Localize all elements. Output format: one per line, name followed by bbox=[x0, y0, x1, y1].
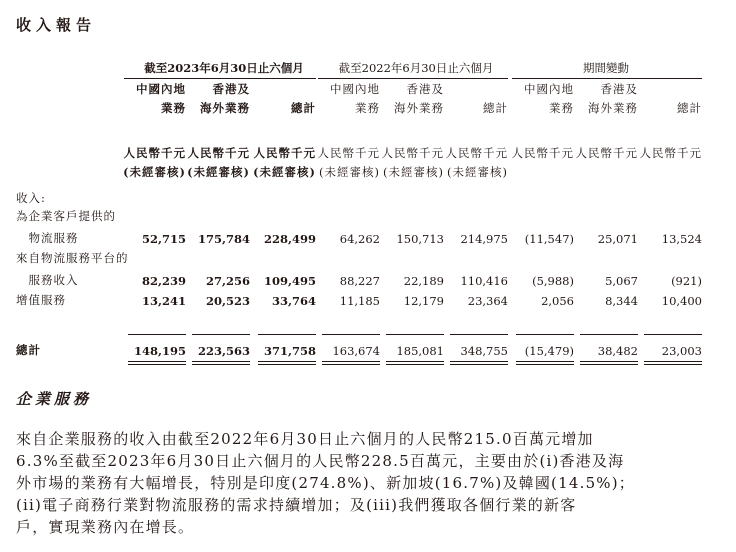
total-double-rule bbox=[386, 361, 444, 362]
page-title: 收入報告 bbox=[16, 16, 97, 34]
unit-note: (未經審核) bbox=[123, 165, 186, 179]
table-cell: 13,241 bbox=[141, 294, 186, 308]
total-double-rule bbox=[450, 361, 508, 362]
subtotal-rule bbox=[450, 334, 508, 335]
total-double-rule bbox=[516, 364, 574, 365]
table-cell: 23,364 bbox=[467, 294, 508, 308]
subtotal-rule bbox=[580, 334, 638, 335]
subtotal-rule bbox=[322, 334, 380, 335]
total-cell: 38,482 bbox=[597, 344, 638, 358]
column-header-line1: 香港及 bbox=[406, 82, 444, 96]
total-double-rule bbox=[258, 364, 316, 365]
unit-label: 人民幣千元 bbox=[123, 146, 186, 160]
table-cell: 175,784 bbox=[197, 232, 250, 246]
unit-note: (未經審核) bbox=[253, 165, 316, 179]
total-double-rule bbox=[258, 361, 316, 362]
paragraph-line: (ii)電子商務行業對物流服務的需求持續增加；及(iii)我們獲取各個行業的新客 bbox=[16, 496, 577, 514]
unit-label: 人民幣千元 bbox=[253, 146, 316, 160]
table-cell: 110,416 bbox=[460, 274, 508, 288]
section-title: 企業服務 bbox=[16, 390, 93, 408]
table-cell: 214,975 bbox=[460, 232, 508, 246]
table-cell: 52,715 bbox=[141, 232, 186, 246]
total-double-rule bbox=[580, 364, 638, 365]
unit-label: 人民幣千元 bbox=[317, 146, 380, 160]
row-label: 為企業客戶提供的 bbox=[16, 209, 116, 223]
table-cell: 27,256 bbox=[205, 274, 250, 288]
table-cell: 109,495 bbox=[263, 274, 316, 288]
unit-note: (未經審核) bbox=[447, 165, 508, 179]
paragraph-line: 外市場的業務有大幅增長，特別是印度(274.8%)、新加坡(16.7%)及韓國(14.5%)； bbox=[16, 474, 636, 492]
column-group-header: 期間變動 bbox=[583, 61, 629, 75]
unit-label: 人民幣千元 bbox=[575, 146, 638, 160]
total-double-rule bbox=[450, 364, 508, 365]
total-cell: 163,674 bbox=[332, 344, 380, 358]
total-cell: 223,563 bbox=[197, 344, 250, 358]
total-cell: 371,758 bbox=[263, 344, 316, 358]
unit-note: (未經審核) bbox=[319, 165, 380, 179]
column-header-line2: 海外業務 bbox=[588, 101, 638, 115]
total-cell: 348,755 bbox=[460, 344, 508, 358]
paragraph-line: 來自企業服務的收入由截至2022年6月30日止六個月的人民幣215.0百萬元增加 bbox=[16, 430, 594, 448]
subtotal-rule bbox=[128, 334, 186, 335]
table-cell: 33,764 bbox=[271, 294, 316, 308]
paragraph-line: 6.3%至截至2023年6月30日止六個月的人民幣228.5百萬元，主要由於(i)香港及海 bbox=[16, 452, 625, 470]
body-paragraph bbox=[16, 428, 720, 538]
column-header-line2: 總計 bbox=[677, 101, 702, 115]
total-cell: (15,479) bbox=[524, 344, 574, 358]
table-cell: 25,071 bbox=[597, 232, 638, 246]
subtotal-rule bbox=[192, 334, 250, 335]
subtotal-rule bbox=[644, 334, 702, 335]
table-cell: 11,185 bbox=[339, 294, 380, 308]
total-label: 總計 bbox=[16, 343, 41, 357]
row-label: 收入: bbox=[16, 191, 46, 205]
unit-label: 人民幣千元 bbox=[445, 146, 508, 160]
table-cell: 20,523 bbox=[205, 294, 250, 308]
total-double-rule bbox=[192, 364, 250, 365]
group-underline bbox=[512, 78, 702, 79]
table-cell: 150,713 bbox=[396, 232, 444, 246]
column-header-line1: 香港及 bbox=[212, 82, 250, 96]
subtotal-rule bbox=[258, 334, 316, 335]
table-cell: 64,262 bbox=[339, 232, 380, 246]
column-header-line2: 總計 bbox=[483, 101, 508, 115]
table-cell: 88,227 bbox=[339, 274, 380, 288]
table-cell: 228,499 bbox=[263, 232, 316, 246]
paragraph-line: 戶，實現業務內在增長。 bbox=[16, 518, 195, 536]
unit-label: 人民幣千元 bbox=[187, 146, 250, 160]
group-underline bbox=[318, 78, 508, 79]
table-cell: (11,547) bbox=[524, 232, 574, 246]
unit-note: (未經審核) bbox=[187, 165, 250, 179]
table-cell: 2,056 bbox=[541, 294, 574, 308]
total-double-rule bbox=[580, 361, 638, 362]
total-cell: 148,195 bbox=[133, 344, 186, 358]
total-double-rule bbox=[386, 364, 444, 365]
column-header-line2: 業務 bbox=[355, 101, 380, 115]
column-header-line1: 中國內地 bbox=[524, 82, 574, 96]
subtotal-rule bbox=[386, 334, 444, 335]
column-header-line1: 香港及 bbox=[600, 82, 638, 96]
column-header-line1: 中國內地 bbox=[136, 82, 186, 96]
total-double-rule bbox=[516, 361, 574, 362]
table-cell: (5,988) bbox=[532, 274, 574, 288]
unit-label: 人民幣千元 bbox=[639, 146, 702, 160]
total-cell: 23,003 bbox=[661, 344, 702, 358]
total-double-rule bbox=[644, 361, 702, 362]
column-header-line2: 海外業務 bbox=[394, 101, 444, 115]
total-double-rule bbox=[322, 361, 380, 362]
group-underline bbox=[124, 78, 316, 79]
table-cell: 82,239 bbox=[141, 274, 186, 288]
column-header-line2: 業務 bbox=[549, 101, 574, 115]
table-cell: 13,524 bbox=[661, 232, 702, 246]
column-header-line1: 中國內地 bbox=[330, 82, 380, 96]
table-cell: 10,400 bbox=[661, 294, 702, 308]
total-double-rule bbox=[128, 364, 186, 365]
column-header-line2: 業務 bbox=[161, 101, 186, 115]
row-label: 增值服務 bbox=[16, 293, 66, 307]
total-double-rule bbox=[128, 361, 186, 362]
total-double-rule bbox=[644, 364, 702, 365]
column-group-header: 截至2022年6月30日止六個月 bbox=[338, 61, 494, 75]
row-label: 來自物流服務平台的 bbox=[16, 251, 129, 265]
table-cell: 12,179 bbox=[403, 294, 444, 308]
table-cell: 22,189 bbox=[403, 274, 444, 288]
table-cell: (921) bbox=[671, 274, 702, 288]
subtotal-rule bbox=[516, 334, 574, 335]
column-header-line2: 總計 bbox=[291, 101, 316, 115]
total-cell: 185,081 bbox=[396, 344, 444, 358]
unit-label: 人民幣千元 bbox=[511, 146, 574, 160]
total-double-rule bbox=[322, 364, 380, 365]
table-cell: 8,344 bbox=[605, 294, 638, 308]
unit-label: 人民幣千元 bbox=[381, 146, 444, 160]
row-label: 服務收入 bbox=[16, 273, 79, 287]
row-label: 物流服務 bbox=[16, 231, 79, 245]
column-group-header: 截至2023年6月30日止六個月 bbox=[144, 61, 304, 75]
column-header-line2: 海外業務 bbox=[200, 101, 250, 115]
total-double-rule bbox=[192, 361, 250, 362]
unit-note: (未經審核) bbox=[383, 165, 444, 179]
table-cell: 5,067 bbox=[605, 274, 638, 288]
